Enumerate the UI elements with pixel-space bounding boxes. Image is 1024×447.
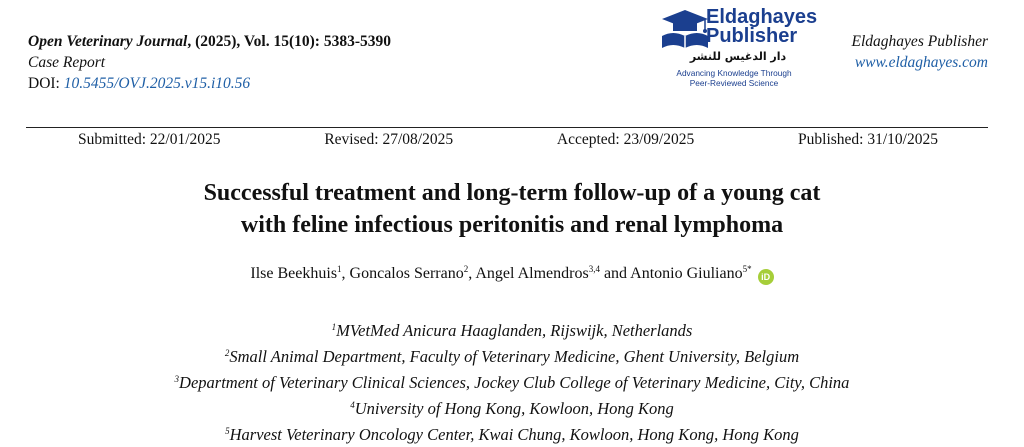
affiliation-number: 3	[174, 374, 180, 384]
affiliation-number: 5	[225, 426, 230, 436]
author-separator: ,	[468, 265, 476, 282]
affiliation-number: 2	[224, 348, 230, 358]
author-affiliation-mark: 2	[463, 264, 469, 274]
affiliation	[0, 420, 1024, 446]
affiliation-text: Small Animal Department, Faculty of Veterinary Medicine, Ghent University, Belgium	[229, 347, 800, 366]
logo-tagline-line1: Advancing Knowledge Through	[676, 68, 792, 78]
author-affiliation-mark: 5*	[742, 264, 752, 274]
author: Goncalos Serrano	[349, 265, 464, 282]
article-title	[0, 177, 1024, 241]
affiliation	[0, 342, 1024, 368]
affiliation	[0, 394, 1024, 420]
submitted-date: Submitted: 22/01/2025	[78, 131, 221, 148]
affiliation-text: Harvest Veterinary Oncology Center, Kwai Chung, Kowloon, Hong Kong, Hong Kong	[229, 425, 799, 444]
affiliation-text: Department of Veterinary Clinical Sciences, Jockey Club College of Veterinary Medicine, City, China	[179, 373, 850, 392]
affiliation-text: University of Hong Kong, Kowloon, Hong Kong	[354, 399, 674, 418]
publisher-logo	[652, 6, 818, 98]
doi-link[interactable]: 10.5455/OVJ.2025.v15.i10.56	[63, 75, 251, 92]
published-date: Published: 31/10/2025	[798, 131, 938, 148]
author-list	[0, 264, 1024, 285]
publisher-name: Eldaghayes Publisher	[851, 33, 988, 50]
publisher-header	[852, 31, 988, 73]
title-line1: Successful treatment and long-term follow-up of a young cat	[203, 180, 821, 206]
orcid-icon[interactable]: iD	[758, 269, 774, 285]
author-affiliation-mark: 3,4	[588, 264, 600, 274]
journal-volume: , (2025), Vol. 15(10): 5383-5390	[187, 33, 391, 50]
article-dates	[78, 131, 938, 149]
journal-citation	[28, 31, 391, 52]
logo-tagline-line2: Peer-Reviewed Science	[689, 78, 779, 88]
article-type: Case Report	[28, 54, 106, 71]
author: Angel Almendros	[475, 265, 589, 282]
affiliation	[0, 316, 1024, 342]
author: Antonio Giuliano	[630, 265, 743, 282]
header-divider	[26, 127, 988, 128]
author: Ilse Beekhuis	[250, 265, 338, 282]
journal-header	[28, 31, 391, 94]
accepted-date: Accepted: 23/09/2025	[556, 131, 695, 148]
logo-arabic-name: دار الدغيس للنشر	[689, 50, 787, 63]
affiliation	[0, 368, 1024, 394]
author-separator: and	[599, 265, 631, 282]
logo-brand-line2: Publisher	[706, 25, 798, 47]
affiliation-text: MVetMed Anicura Haaglanden, Rijswijk, Netherlands	[336, 321, 693, 340]
journal-name: Open Veterinary Journal	[28, 33, 188, 50]
author-separator: ,	[341, 265, 350, 282]
affiliation-number: 4	[350, 400, 355, 410]
logo-tagline	[666, 68, 802, 88]
logo-brand-line1: Eldaghayes	[706, 6, 818, 28]
doi-line	[28, 73, 391, 94]
logo-brand	[706, 8, 817, 46]
author-affiliation-mark: 1	[337, 264, 342, 274]
doi-label: DOI:	[28, 75, 64, 92]
title-line2: with feline infectious peritonitis and renal lymphoma	[240, 212, 784, 238]
graduation-book-icon	[658, 8, 712, 52]
affiliation-number: 1	[331, 322, 337, 332]
revised-date: Revised: 27/08/2025	[324, 131, 454, 148]
publisher-url[interactable]: www.eldaghayes.com	[854, 54, 988, 71]
affiliation-list	[0, 316, 1024, 446]
